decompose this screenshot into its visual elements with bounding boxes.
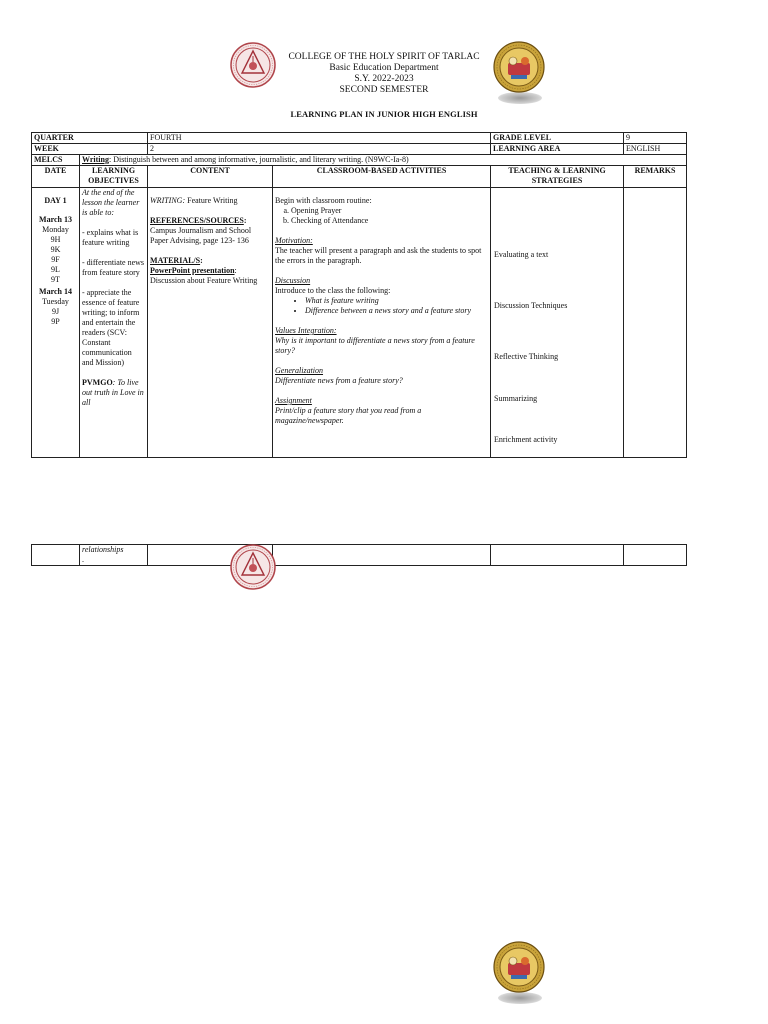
- objectives-cell: [80, 545, 148, 566]
- strategy-item: Enrichment activity: [494, 435, 558, 444]
- date-2: March 14: [39, 287, 72, 296]
- powerpoint-label: PowerPoint presentation: [150, 266, 235, 275]
- school-name: COLLEGE OF THE HOLY SPIRIT OF TARLAC: [288, 52, 480, 62]
- col-date: DATE: [32, 166, 80, 188]
- department-name: Basic Education Department: [329, 63, 439, 73]
- column-header-row: [32, 166, 687, 188]
- pvmgo-label: PVMGO: [82, 378, 113, 387]
- values-text: Why is it important to differentiate a news story from a feature story?: [275, 336, 475, 355]
- activities-cell: [273, 545, 491, 566]
- quarter-value: FOURTH: [148, 133, 491, 144]
- date-cell: [32, 188, 80, 458]
- assignment-text: Print/clip a feature story that you read from a magazine/newspaper.: [275, 406, 422, 425]
- objective-item: - appreciate the essence of feature writing; to inform and entertain the readers (SCV: Constant communication and Mission): [82, 288, 140, 367]
- col-objectives: LEARNING OBJECTIVES: [80, 166, 148, 188]
- learning-plan-table: [31, 132, 687, 458]
- pvmgo-text: [82, 378, 145, 408]
- powerpoint-line: [150, 266, 270, 276]
- learning-area-label: LEARNING AREA: [491, 144, 624, 155]
- discussion-label: Discussion: [275, 276, 311, 285]
- col-content: CONTENT: [148, 166, 273, 188]
- objectives-continued: relationships: [82, 545, 124, 554]
- powerpoint-colon: :: [234, 266, 237, 275]
- motivation-text: The teacher will present a paragraph and ask the students to spot the errors in the paragraph.: [275, 246, 482, 265]
- grade-level-label: GRADE LEVEL: [491, 133, 624, 144]
- college-seal-logo: [230, 544, 276, 590]
- content-cell: [148, 188, 273, 458]
- section-9j: 9J: [51, 307, 60, 316]
- week-row: [32, 144, 687, 155]
- references-colon: :: [243, 216, 247, 225]
- day-label: DAY 1: [44, 196, 67, 205]
- strategy-item: Reflective Thinking: [494, 352, 559, 361]
- materials: [150, 256, 270, 266]
- discussion-item: • What is feature writing: [305, 296, 488, 306]
- activities-cell: [273, 188, 491, 458]
- generalization-label: Generalization: [275, 366, 324, 375]
- writing-label: WRITING:: [150, 196, 186, 205]
- col-activities: CLASSROOM-BASED ACTIVITIES: [273, 166, 491, 188]
- objective-item: - explains what is feature writing: [82, 228, 139, 247]
- strategy-item: Discussion Techniques: [494, 301, 568, 310]
- routine-item: a. Opening Prayer: [291, 206, 488, 216]
- powerpoint-text: Discussion about Feature Writing: [150, 276, 258, 285]
- objectives-intro: At the end of the lesson the learner is able to:: [82, 188, 140, 217]
- melcs-domain: Writing: [82, 155, 109, 164]
- writing-topic: [150, 196, 270, 206]
- school-year: S.Y. 2022-2023: [354, 74, 414, 84]
- routine-intro: Begin with classroom routine:: [275, 196, 372, 205]
- strategy-item: Summarizing: [494, 394, 538, 403]
- learning-area-value: ENGLISH: [624, 144, 687, 155]
- remarks-cell: [624, 188, 687, 458]
- assignment-label: Assignment: [275, 396, 312, 405]
- objectives-cell: [80, 188, 148, 458]
- emblem-shadow: [498, 992, 542, 1004]
- remarks-cell: [624, 545, 687, 566]
- objective-item: - differentiate news from feature story: [82, 258, 145, 277]
- routine-list: [275, 206, 488, 226]
- section-9k: 9K: [50, 245, 61, 254]
- col-remarks: REMARKS: [624, 166, 687, 188]
- day1-row: [32, 188, 687, 458]
- weekday-2: Tuesday: [42, 297, 69, 306]
- references-label: REFERENCES/SOURCES: [150, 216, 244, 225]
- section-9p: 9P: [51, 317, 60, 326]
- discussion-list: [275, 296, 488, 316]
- discussion-intro: Introduce to the class the following:: [275, 286, 391, 295]
- department-emblem-logo: [493, 941, 545, 993]
- melcs-row: [32, 155, 687, 166]
- quarter-row: [32, 133, 687, 144]
- discussion-item: • Difference between a news story and a feature story: [305, 306, 488, 316]
- pvmgo-statement: : To live out truth in Love in all: [82, 378, 144, 407]
- section-9t: 9T: [51, 275, 60, 284]
- melcs-text: [80, 155, 687, 166]
- quarter-label: QUARTER: [32, 133, 148, 144]
- col-strategies: TEACHING & LEARNING STRATEGIES: [491, 166, 624, 188]
- date-cell: [32, 545, 80, 566]
- strategies-cell: [491, 188, 624, 458]
- week-label: WEEK: [32, 144, 148, 155]
- semester: SECOND SEMESTER: [339, 85, 429, 95]
- melcs-competency: : Distinguish between and among informative, journalistic, and literary writing. (N9WC-Ia-8): [108, 155, 409, 164]
- routine-item: b. Checking of Attendance: [291, 216, 488, 226]
- continuation-table: [31, 544, 687, 566]
- writing-text: Feature Writing: [185, 196, 238, 205]
- school-header: [250, 52, 518, 96]
- melcs-label: MELCS: [32, 155, 80, 166]
- references-text: Campus Journalism and School Paper Advising, page 123- 136: [150, 226, 252, 245]
- grade-level-value: 9: [624, 133, 687, 144]
- week-value: 2: [148, 144, 491, 155]
- generalization-text: Differentiate news from a feature story?: [275, 376, 403, 385]
- materials-label: MATERIAL/S: [150, 256, 201, 265]
- strategy-item: Evaluating a text: [494, 250, 549, 259]
- objectives-continued-dash: .: [82, 555, 84, 564]
- section-9h: 9H: [50, 235, 61, 244]
- section-9f: 9F: [51, 255, 60, 264]
- references: [150, 216, 270, 226]
- weekday-1: Monday: [42, 225, 69, 234]
- date-1: March 13: [39, 215, 72, 224]
- section-9l: 9L: [51, 265, 60, 274]
- plan-title: LEARNING PLAN IN JUNIOR HIGH ENGLISH: [290, 109, 478, 119]
- values-label: Values Integration:: [275, 326, 337, 335]
- materials-colon: :: [200, 256, 203, 265]
- strategies-cell: [491, 545, 624, 566]
- motivation-label: Motivation:: [275, 236, 313, 245]
- continuation-row: [32, 545, 687, 566]
